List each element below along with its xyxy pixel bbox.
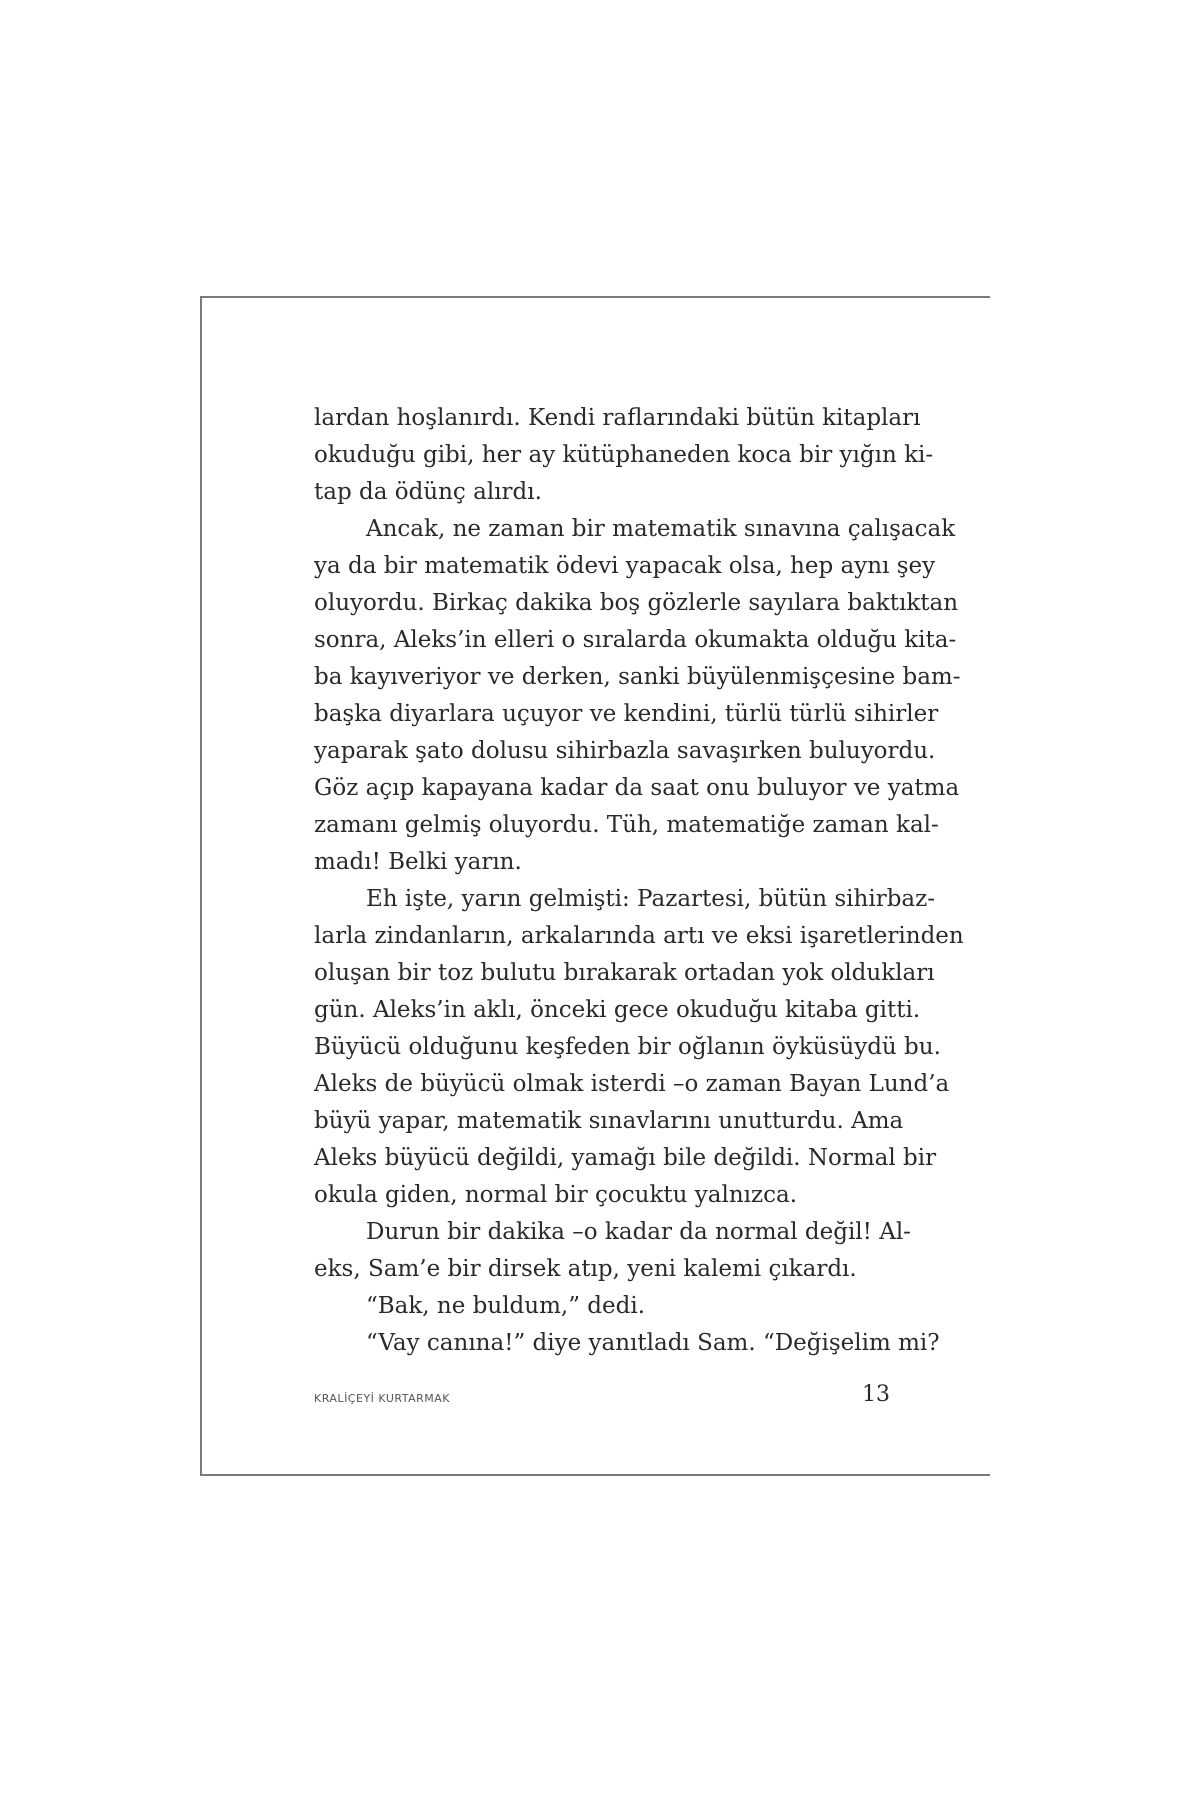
text-line: okula giden, normal bir çocuktu yalnızca.	[314, 1182, 798, 1208]
text-line: büyü yapar, matematik sınavlarını unutturdu. Ama	[314, 1108, 904, 1134]
text-line: ba kayıveriyor ve derken, sanki büyülenmişçesine bam-	[314, 664, 961, 690]
text-line: zamanı gelmiş oluyordu. Tüh, matematiğe zaman kal-	[314, 812, 939, 838]
page-number: 13	[862, 1382, 890, 1407]
text-line: madı! Belki yarın.	[314, 849, 522, 875]
running-footer-title: KRALİÇEYİ KURTARMAK	[314, 1392, 450, 1405]
text-line: Göz açıp kapayana kadar da saat onu buluyor ve yatma	[314, 775, 960, 801]
text-line: ya da bir matematik ödevi yapacak olsa, hep aynı şey	[314, 553, 936, 579]
text-line: oluşan bir toz bulutu bırakarak ortadan yok oldukları	[314, 960, 935, 986]
text-line: başka diyarlara uçuyor ve kendini, türlü türlü sihirler	[314, 701, 939, 727]
text-line: eks, Sam’e bir dirsek atıp, yeni kalemi çıkardı.	[314, 1256, 857, 1282]
text-line: Büyücü olduğunu keşfeden bir oğlanın öyküsüydü bu.	[314, 1034, 941, 1060]
text-line: Ancak, ne zaman bir matematik sınavına çalışacak	[366, 516, 956, 542]
text-line: lardan hoşlanırdı. Kendi raflarındaki bütün kitapları	[314, 405, 921, 431]
text-line: oluyordu. Birkaç dakika boş gözlerle sayılara baktıktan	[314, 590, 959, 616]
text-line: gün. Aleks’in aklı, önceki gece okuduğu kitaba gitti.	[314, 997, 921, 1023]
text-line: okuduğu gibi, her ay kütüphaneden koca bir yığın ki-	[314, 442, 934, 468]
text-line: Eh işte, yarın gelmişti: Pazartesi, bütün sihirbaz-	[366, 886, 936, 912]
text-line: sonra, Aleks’in elleri o sıralarda okumakta olduğu kita-	[314, 627, 957, 653]
text-line: “Bak, ne buldum,” dedi.	[366, 1293, 646, 1319]
body-text	[314, 400, 964, 1362]
text-line: Durun bir dakika –o kadar da normal değil! Al-	[366, 1219, 911, 1245]
text-line: Aleks de büyücü olmak isterdi –o zaman Bayan Lund’a	[314, 1071, 950, 1097]
text-line: yaparak şato dolusu sihirbazla savaşırken buluyordu.	[314, 738, 936, 764]
text-line: Aleks büyücü değildi, yamağı bile değildi. Normal bir	[314, 1145, 937, 1171]
text-line: larla zindanların, arkalarında artı ve eksi işaretlerinden	[314, 923, 964, 949]
text-line: tap da ödünç alırdı.	[314, 479, 542, 505]
text-line: “Vay canına!” diye yanıtladı Sam. “Değişelim mi?	[366, 1330, 940, 1356]
